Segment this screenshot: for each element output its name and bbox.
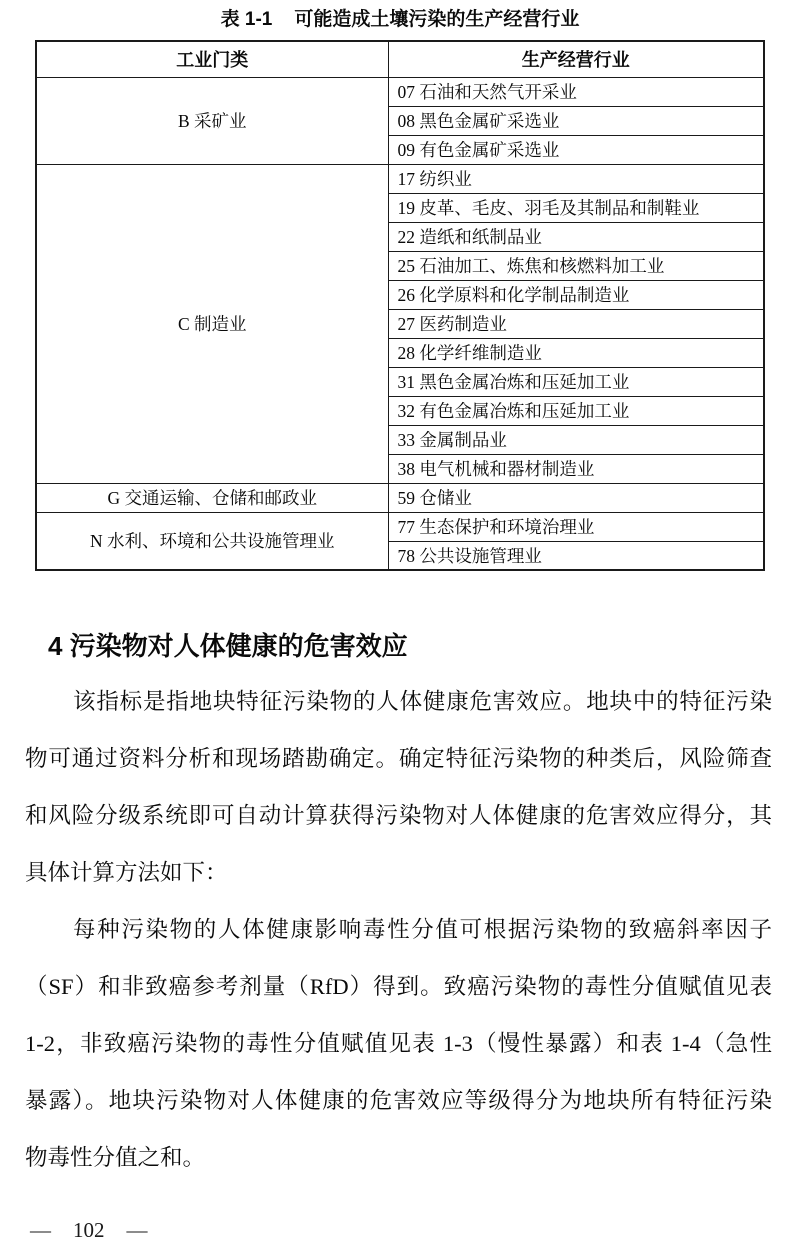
category-cell: N 水利、环境和公共设施管理业 [36, 512, 388, 570]
industry-cell: 27 医药制造业 [388, 309, 764, 338]
table-row [36, 483, 764, 512]
industry-cell: 07 石油和天然气开采业 [388, 77, 764, 106]
table-label: 表 1-1 [220, 9, 273, 30]
industry-cell: 22 造纸和纸制品业 [388, 222, 764, 251]
industry-cell: 25 石油加工、炼焦和核燃料加工业 [388, 251, 764, 280]
industry-cell: 59 仓储业 [388, 483, 764, 512]
paragraph-line: 1-2，非致癌污染物的毒性分值赋值见表 1-3（慢性暴露）和表 1-4（急性 [25, 1031, 772, 1056]
paragraph-line: 暴露）。地块污染物对人体健康的危害效应等级得分为地块所有特征污染 [25, 1088, 772, 1113]
paragraph-line: 具体计算方法如下： [25, 860, 228, 885]
footer-left-dash: — [30, 1218, 51, 1242]
category-cell: B 采矿业 [36, 77, 388, 164]
industry-cell: 33 金属制品业 [388, 425, 764, 454]
industry-cell: 19 皮革、毛皮、羽毛及其制品和制鞋业 [388, 193, 764, 222]
industry-table [35, 40, 765, 571]
industry-cell: 26 化学原料和化学制品制造业 [388, 280, 764, 309]
industry-cell: 08 黑色金属矿采选业 [388, 106, 764, 135]
industry-cell: 09 有色金属矿采选业 [388, 135, 764, 164]
industry-cell: 17 纺织业 [388, 164, 764, 193]
industry-cell: 31 黑色金属冶炼和压延加工业 [388, 367, 764, 396]
table-header [36, 41, 764, 77]
header-business-industry: 生产经营行业 [388, 41, 764, 77]
page-number: 102 [73, 1218, 105, 1242]
category-cell: C 制造业 [36, 164, 388, 483]
header-industry-category: 工业门类 [36, 41, 388, 77]
industry-cell: 28 化学纤维制造业 [388, 338, 764, 367]
table-row [36, 164, 764, 193]
industry-cell: 38 电气机械和器材制造业 [388, 454, 764, 483]
section-heading: 4 污染物对人体健康的危害效应 [48, 631, 408, 661]
table-title: 可能造成土壤污染的生产经营行业 [294, 9, 580, 30]
paragraph-line: 每种污染物的人体健康影响毒性分值可根据污染物的致癌斜率因子 [73, 917, 772, 942]
footer-right-dash: — [126, 1218, 148, 1242]
table-body [36, 77, 764, 570]
paragraph-line: 物毒性分值之和。 [25, 1145, 206, 1170]
paragraph-line: （SF）和非致癌参考剂量（RfD）得到。致癌污染物的毒性分值赋值见表 [25, 974, 772, 999]
table-caption [0, 0, 800, 34]
body-text [25, 673, 772, 1186]
paragraph-line: 和风险分级系统即可自动计算获得污染物对人体健康的危害效应得分，其 [25, 803, 772, 828]
industry-cell: 77 生态保护和环境治理业 [388, 512, 764, 541]
industry-cell: 78 公共设施管理业 [388, 541, 764, 570]
page-footer [30, 1218, 148, 1243]
industry-cell: 32 有色金属冶炼和压延加工业 [388, 396, 764, 425]
table-row [36, 77, 764, 106]
category-cell: G 交通运输、仓储和邮政业 [36, 483, 388, 512]
paragraph-line: 该指标是指地块特征污染物的人体健康危害效应。地块中的特征污染 [73, 689, 772, 714]
table-row [36, 512, 764, 541]
paragraph-line: 物可通过资料分析和现场踏勘确定。确定特征污染物的种类后，风险筛查 [25, 746, 772, 771]
header-row [36, 41, 764, 77]
